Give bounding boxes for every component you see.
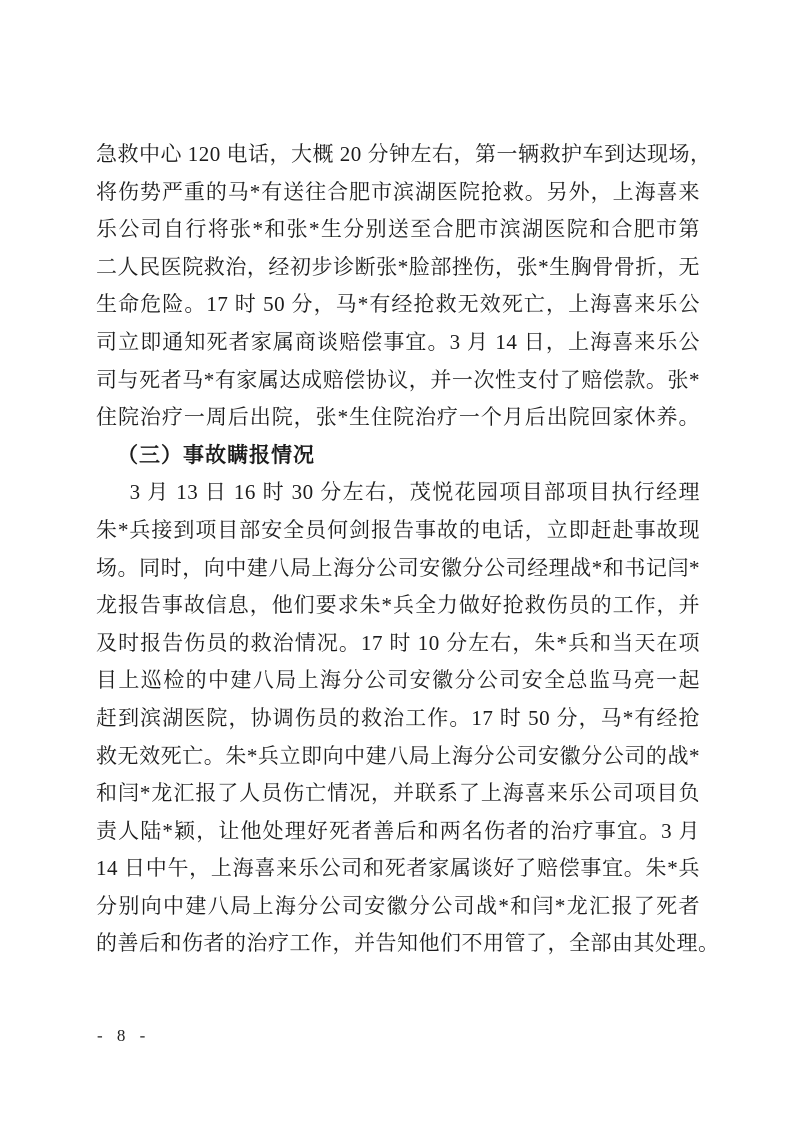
text-line: 急救中心 120 电话，大概 20 分钟左右，第一辆救护车到达现场， bbox=[96, 142, 712, 166]
text-line: 14 日中午，上海喜来乐公司和死者家属谈好了赔偿事宜。朱*兵 bbox=[96, 856, 700, 881]
text-line: 乐公司自行将张*和张*生分别送至合肥市滨湖医院和合肥市第 bbox=[96, 217, 700, 242]
body-text bbox=[96, 136, 720, 963]
text-line: 分别向中建八局上海分公司安徽分公司战*和闫*龙汇报了死者 bbox=[96, 893, 700, 918]
text-line: 和闫*龙汇报了人员伤亡情况，并联系了上海喜来乐公司项目负 bbox=[96, 781, 700, 806]
paragraph-incident-concealment bbox=[96, 474, 720, 963]
text-line: 司立即通知死者家属商谈赔偿事宜。3 月 14 日，上海喜来乐公 bbox=[96, 329, 700, 354]
text-line: 救无效死亡。朱*兵立即向中建八局上海分公司安徽分公司的战* bbox=[96, 743, 700, 768]
text-line: 场。同时，向中建八局上海分公司安徽分公司经理战*和书记闫* bbox=[96, 555, 700, 580]
text-line: 司与死者马*有家属达成赔偿协议，并一次性支付了赔偿款。张* bbox=[96, 367, 700, 392]
text-line: 生命危险。17 时 50 分，马*有经抢救无效死亡，上海喜来乐公 bbox=[96, 292, 700, 317]
text-line: 将伤势严重的马*有送往合肥市滨湖医院抢救。另外，上海喜来 bbox=[96, 179, 700, 204]
text-line: 二人民医院救治，经初步诊断张*脸部挫伤，张*生胸骨骨折，无 bbox=[96, 254, 700, 279]
text-line: 龙报告事故信息，他们要求朱*兵全力做好抢救伤员的工作，并 bbox=[96, 593, 700, 618]
text-line: 住院治疗一周后出院，张*生住院治疗一个月后出院回家休养。 bbox=[96, 405, 700, 430]
text-line: 3 月 13 日 16 时 30 分左右，茂悦花园项目部项目执行经理 bbox=[129, 480, 700, 505]
text-line: 赶到滨湖医院，协调伤员的救治工作。17 时 50 分，马*有经抢 bbox=[96, 705, 700, 730]
text-line: 责人陆*颖，让他处理好死者善后和两名伤者的治疗事宜。3 月 bbox=[96, 818, 700, 843]
section-heading: （三）事故瞒报情况 bbox=[117, 442, 315, 467]
text-line: 目上巡检的中建八局上海分公司安徽分公司安全总监马亮一起 bbox=[96, 668, 700, 693]
text-line: 朱*兵接到项目部安全员何剑报告事故的电话，立即赶赴事故现 bbox=[96, 517, 700, 542]
paragraph-continued bbox=[96, 136, 712, 437]
page-number: - 8 - bbox=[97, 1026, 151, 1045]
text-line: 的善后和伤者的治疗工作，并告知他们不用管了，全部由其处理。 bbox=[96, 931, 720, 956]
text-line: 及时报告伤员的救治情况。17 时 10 分左右，朱*兵和当天在项 bbox=[96, 630, 700, 655]
